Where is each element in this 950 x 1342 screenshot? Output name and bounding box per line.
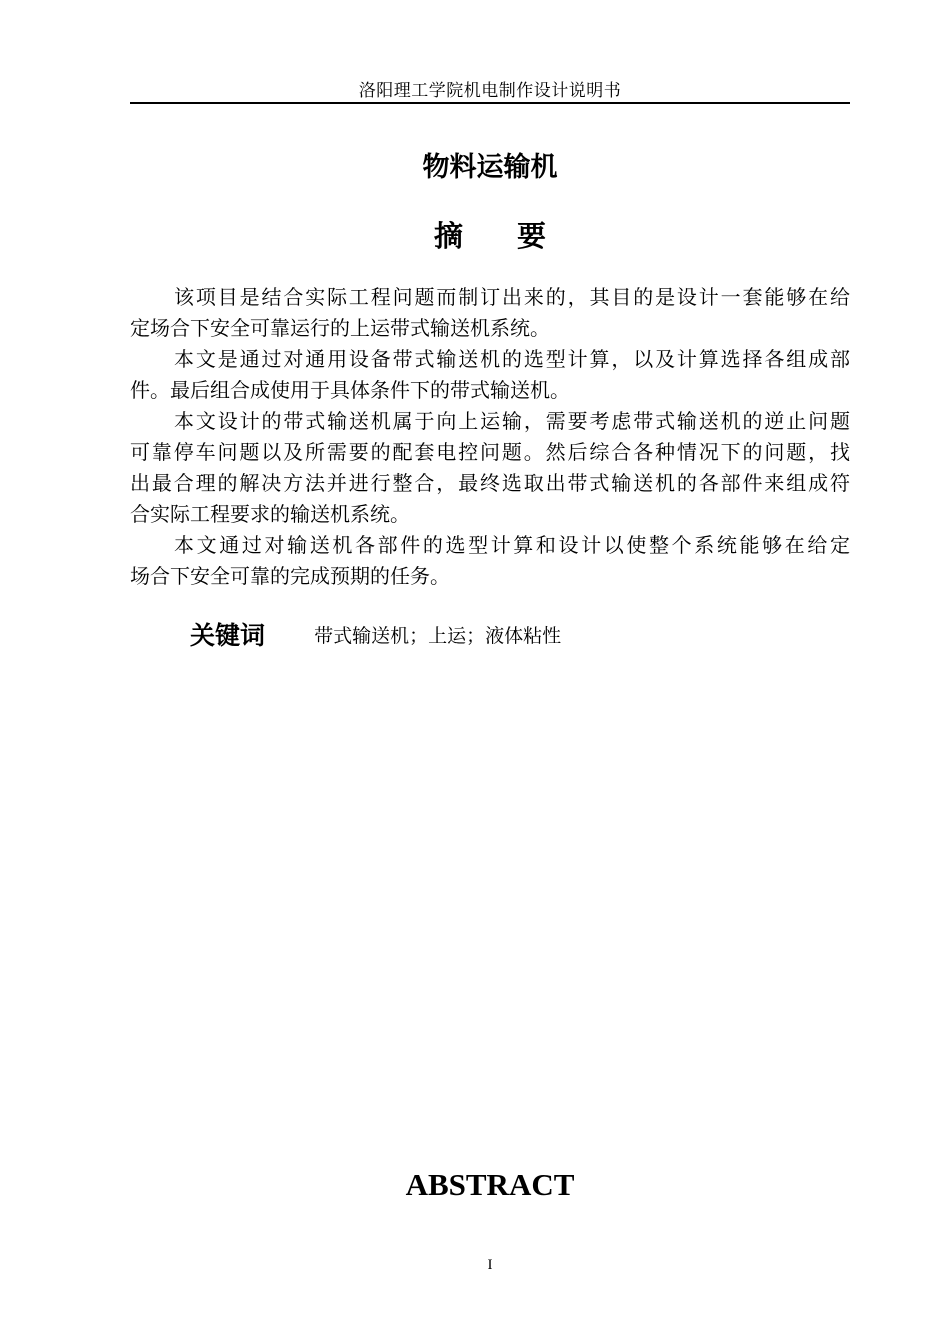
paragraph-line: 该项目是结合实际工程问题而制订出来的，其目的是设计一套能够在给 bbox=[174, 285, 850, 309]
paragraph-line: 可靠停车问题以及所需要的配套电控问题。然后综合各种情况下的问题，找 bbox=[130, 440, 850, 464]
abstract-paragraph-2 bbox=[130, 344, 850, 406]
abstract-paragraph-4 bbox=[130, 530, 850, 592]
page-number: I bbox=[487, 1257, 493, 1273]
english-abstract-heading: ABSTRACT bbox=[405, 1167, 575, 1202]
paragraph-line: 本文设计的带式输送机属于向上运输，需要考虑带式输送机的逆止问题 bbox=[174, 409, 850, 433]
page-header: 洛阳理工学院机电制作设计说明书 bbox=[130, 80, 850, 104]
paragraph-line: 场合下安全可靠的完成预期的任务。 bbox=[130, 564, 450, 588]
paragraph-line: 本文通过对输送机各部件的选型计算和设计以使整个系统能够在给定 bbox=[174, 533, 850, 557]
paragraph-line: 出最合理的解决方法并进行整合，最终选取出带式输送机的各部件来组成符 bbox=[130, 471, 850, 495]
keywords-row bbox=[190, 618, 850, 654]
document-title: 物料运输机 bbox=[422, 152, 558, 183]
abstract-paragraph-1 bbox=[130, 282, 850, 344]
abstract-heading: 摘 要 bbox=[433, 219, 569, 253]
paragraph-line: 件。最后组合成使用于具体条件下的带式输送机。 bbox=[130, 378, 570, 402]
abstract-body bbox=[130, 282, 850, 592]
keywords-value: 带式输送机；上运；液体粘性 bbox=[314, 625, 562, 647]
paragraph-line: 定场合下安全可靠运行的上运带式输送机系统。 bbox=[130, 316, 550, 340]
keywords-label: 关键词 bbox=[190, 621, 266, 650]
paragraph-line: 合实际工程要求的输送机系统。 bbox=[130, 502, 410, 526]
abstract-paragraph-3 bbox=[130, 406, 850, 530]
paragraph-line: 本文是通过对通用设备带式输送机的选型计算，以及计算选择各组成部 bbox=[174, 347, 850, 371]
